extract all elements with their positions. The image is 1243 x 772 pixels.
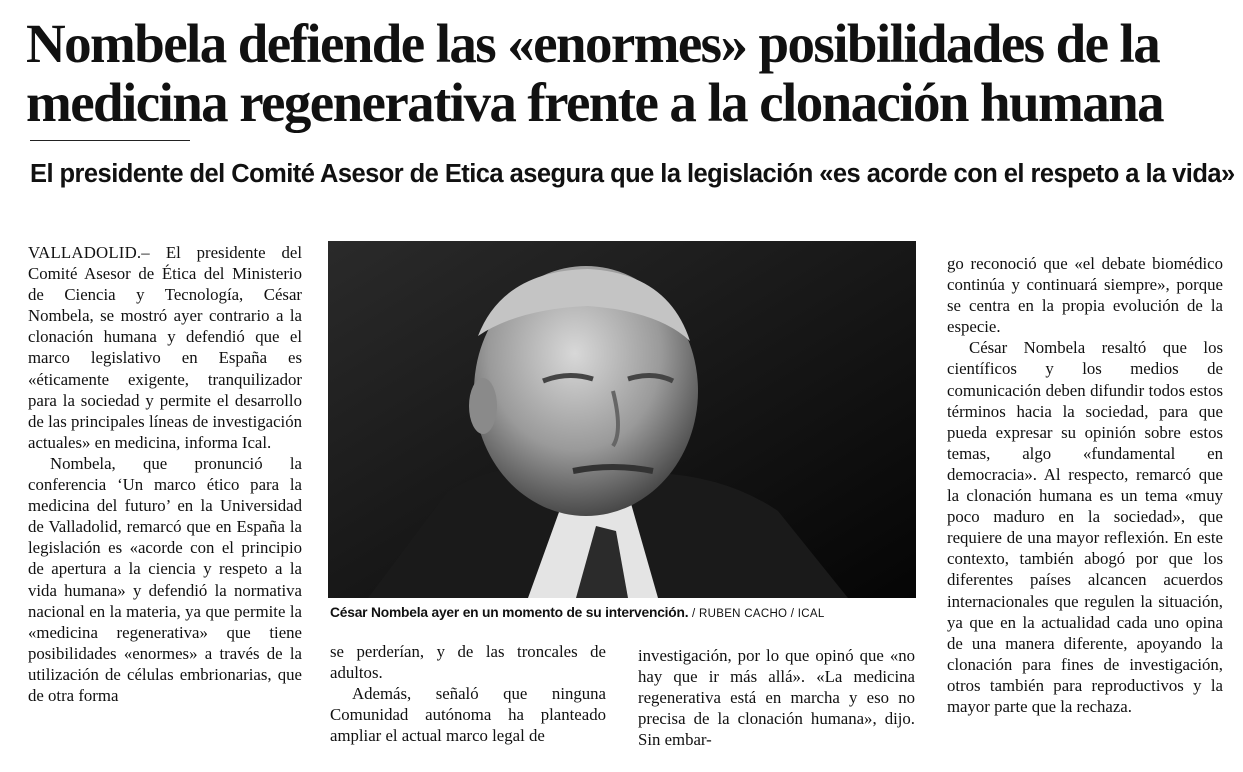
paragraph: se perderían, y de las troncales de adultos. bbox=[330, 642, 606, 683]
dateline: VALLADOLID.– bbox=[28, 243, 150, 262]
paragraph: César Nombela resaltó que los científicos y los medios de comunicación deben difundir todos estos términos hacia la sociedad, para que pueda expresar su opinión sobre estos temas, algo «fundamental en democracia». Al respecto, remarcó que la clonación humana es un tema «muy poco maduro en la sociedad», que requiere de una mayor reflexión. En este contexto, también abogó por que los diferentes países alcancen acuerdos internacionales que regulen la situación, ya que en la actualidad cada uno opina de una manera diferente, apoyando la clonación para fines de investigación, otros también para reproductivos y la mayor parte que la rechaza. bbox=[947, 338, 1223, 716]
caption-text: César Nombela ayer en un momento de su intervención. bbox=[330, 605, 689, 620]
photo-caption bbox=[330, 604, 920, 623]
article-photo bbox=[328, 241, 916, 598]
paragraph: Además, señaló que ninguna Comunidad autónoma ha planteado ampliar el actual marco legal de bbox=[330, 684, 606, 746]
article-column-1 bbox=[28, 242, 302, 706]
portrait-illustration bbox=[328, 241, 916, 598]
paragraph-text: El presidente del Comité Asesor de Ética del Ministerio de Ciencia y Tecnología, César Nombela, se mostró ayer contrario a la clonación humana y defendió que el marco legislativo en España es «éticamente exigente, tranquilizador para la sociedad y permite el desarrollo de las principales líneas de investigación actuales» en medicina, informa Ical. bbox=[28, 243, 303, 452]
article-column-4 bbox=[947, 253, 1223, 717]
subtitle: El presidente del Comité Asesor de Etica asegura que la legislación «es acorde con el respeto a la vida» bbox=[30, 160, 1235, 188]
paragraph bbox=[28, 242, 302, 453]
photo-credit: / RUBEN CACHO / ICAL bbox=[692, 608, 825, 620]
paragraph: investigación, por lo que opinó que «no hay que ir más allá». «La medicina regenerativa está en marcha y eso no precisa de la clonación humana», dijo. Sin embar- bbox=[638, 646, 915, 750]
headline: Nombela defiende las «enormes» posibilidades de la medicina regenerativa frente a la clonación humana bbox=[26, 13, 1164, 133]
article-column-2 bbox=[330, 641, 606, 746]
paragraph: Nombela, que pronunció la conferencia ‘Un marco ético para la medicina del futuro’ en la Universidad de Valladolid, remarcó que en España la legislación es «acorde con el principio de apertura a la ciencia y respeto a la vida humana» y defendió la normativa nacional en la materia, ya que permite la «medicina regenerativa» que tiene posibilidades «enormes» a través de la utilización de células embrionarias, que de otra forma bbox=[28, 453, 302, 705]
headline-divider bbox=[30, 140, 190, 141]
article-column-3 bbox=[638, 645, 915, 750]
paragraph: go reconoció que «el debate biomédico continúa y continuará siempre», porque se centra en la propia evolución de la especie. bbox=[947, 254, 1223, 337]
